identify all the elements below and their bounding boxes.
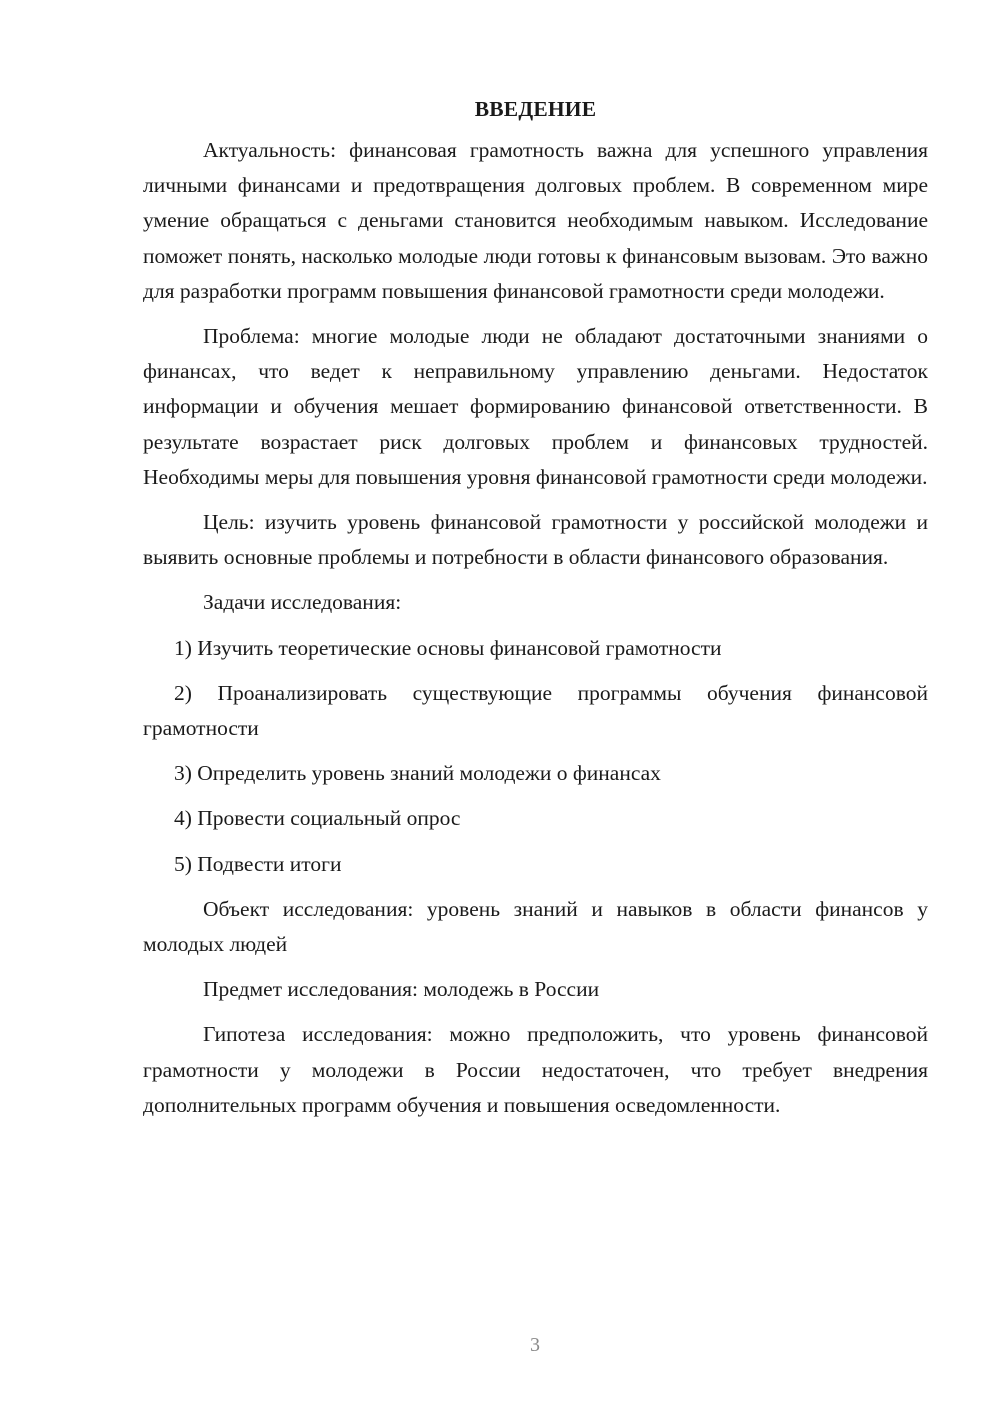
paragraph-object: Объект исследования: уровень знаний и навыков в области финансов у молодых людей <box>143 896 928 957</box>
page-number: 3 <box>530 1334 540 1356</box>
paragraph-problem: Проблема: многие молодые люди не обладают достаточными знаниями о финансах, что ведет к неправильному управлению деньгами. Недостаток информации и обучения мешает формированию финансовой ответственности. В результате возрастает риск долговых проблем и финансовых трудностей. Необходимы меры для повышения уровня финансовой грамотности среди молодежи. <box>143 324 928 489</box>
task-item-5: 5) Подвести итоги <box>174 851 342 876</box>
paragraph-subject: Предмет исследования: молодежь в России <box>203 977 600 1002</box>
task-item-1: 1) Изучить теоретические основы финансовой грамотности <box>174 635 722 660</box>
task-item-3: 3) Определить уровень знаний молодежи о финансах <box>174 761 661 786</box>
paragraph-relevance: Актуальность: финансовая грамотность важна для успешного управления личными финансами и предотвращения долговых проблем. В современном мире умение обращаться с деньгами становится необходимым навыком. Исследование поможет понять, насколько молодые люди готовы к финансовым вызовам. Это важно для разработки программ повышения финансовой грамотности среди молодежи. <box>143 138 928 303</box>
page-title: ВВЕДЕНИЕ <box>474 97 597 121</box>
paragraph-goal: Цель: изучить уровень финансовой грамотности у российской молодежи и выявить основные проблемы и потребности в области финансового образования. <box>143 510 928 570</box>
task-item-2: 2) Проанализировать существующие программы обучения финансовой грамотности <box>143 680 928 741</box>
document-page <box>143 92 928 1133</box>
task-item-4: 4) Провести социальный опрос <box>174 806 461 831</box>
tasks-heading: Задачи исследования: <box>203 590 402 615</box>
paragraph-hypothesis: Гипотеза исследования: можно предположить, что уровень финансовой грамотности у молодежи в России недостаточен, что требует внедрения дополнительных программ обучения и повышения осведомленности. <box>143 1022 928 1117</box>
